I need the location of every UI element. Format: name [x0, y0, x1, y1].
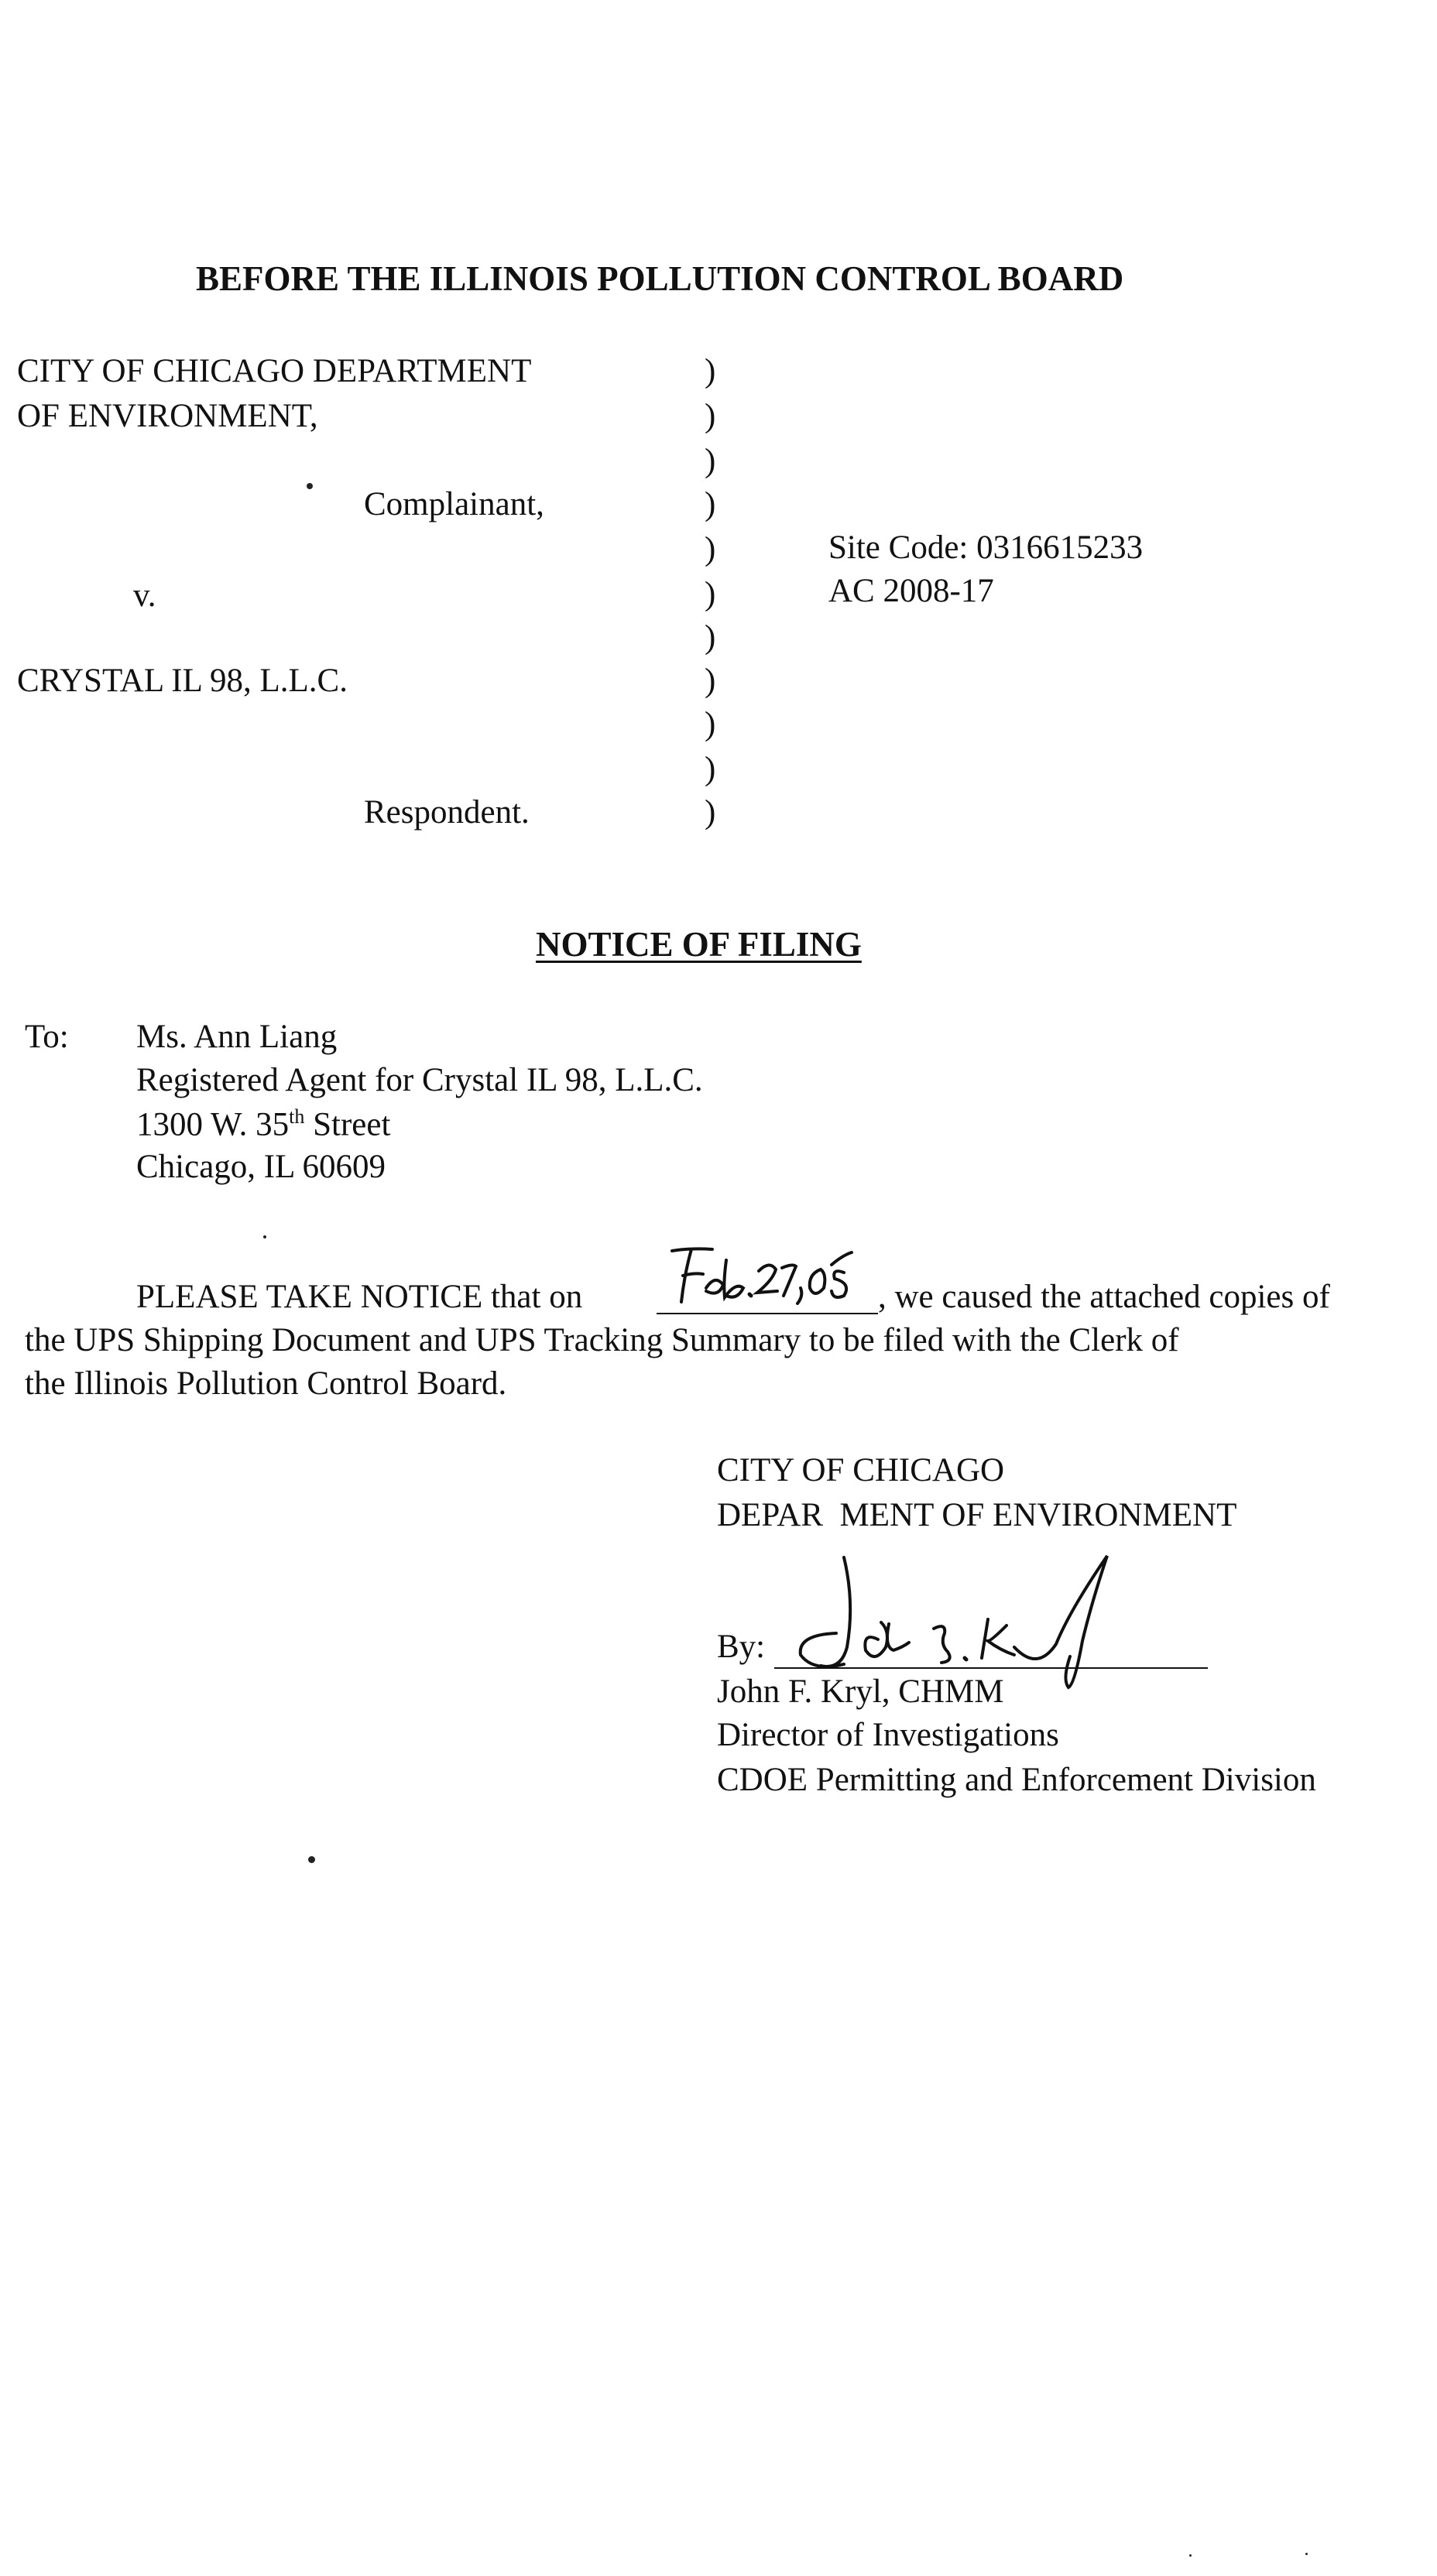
- caption-paren: ): [705, 353, 716, 389]
- caption-paren: ): [705, 486, 716, 522]
- signer-title: Director of Investigations: [717, 1717, 1059, 1753]
- scan-speck: [307, 483, 313, 489]
- complainant-role: Complainant,: [364, 486, 544, 522]
- svg-text:Feb. 27, 08: Feb. 27, 08: [763, 1310, 767, 1311]
- board-heading: BEFORE THE ILLINOIS POLLUTION CONTROL BOARD: [196, 259, 1124, 298]
- respondent-name: CRYSTAL IL 98, L.L.C.: [17, 663, 348, 699]
- notice-body-line-3: the Illinois Pollution Control Board.: [25, 1365, 507, 1402]
- signature-org-line-2: DEPAR MENT OF ENVIRONMENT: [717, 1497, 1237, 1533]
- notice-body-start: PLEASE TAKE NOTICE that on: [136, 1279, 583, 1315]
- notice-body-line-2: the UPS Shipping Document and UPS Tracking Summary to be filed with the Clerk of: [25, 1322, 1179, 1358]
- by-label: By:: [717, 1629, 766, 1665]
- respondent-role: Respondent.: [364, 794, 530, 831]
- site-code: Site Code: 0316615233: [828, 529, 1144, 566]
- notice-body-end: , we caused the attached copies of: [878, 1279, 1330, 1315]
- scan-speck: [263, 1235, 266, 1238]
- complainant-line-1: CITY OF CHICAGO DEPARTMENT: [17, 353, 532, 389]
- scan-speck: [308, 1856, 315, 1863]
- caption-paren: ): [705, 751, 716, 787]
- caption-paren: ): [705, 663, 716, 699]
- scan-speck: [1189, 2554, 1192, 2557]
- signature-org-line-1: CITY OF CHICAGO: [717, 1452, 1005, 1488]
- addressee-name: Ms. Ann Liang: [136, 1019, 338, 1055]
- signer-name: John F. Kryl, CHMM: [717, 1673, 1004, 1710]
- notice-title: NOTICE OF FILING: [536, 925, 862, 964]
- handwritten-date: [649, 1237, 881, 1314]
- caption-paren: ): [705, 531, 716, 567]
- complainant-line-2: OF ENVIRONMENT,: [17, 398, 318, 434]
- addressee-street: 1300 W. 35th Street: [136, 1105, 391, 1143]
- addressee-city: Chicago, IL 60609: [136, 1149, 386, 1185]
- caption-paren: ): [705, 576, 716, 612]
- case-number: AC 2008-17: [828, 573, 994, 609]
- caption-paren: ): [705, 619, 716, 656]
- caption-paren: ): [705, 706, 716, 742]
- date-underline: [657, 1313, 878, 1314]
- caption-paren: ): [705, 398, 716, 434]
- scan-speck: [1305, 2553, 1308, 2555]
- versus-label: v.: [133, 577, 156, 614]
- caption-paren: ): [705, 794, 716, 831]
- signer-division: CDOE Permitting and Enforcement Division: [717, 1762, 1316, 1798]
- addressee-title: Registered Agent for Crystal IL 98, L.L.C.: [136, 1062, 703, 1098]
- caption-paren: ): [705, 443, 716, 479]
- to-label: To:: [25, 1019, 69, 1055]
